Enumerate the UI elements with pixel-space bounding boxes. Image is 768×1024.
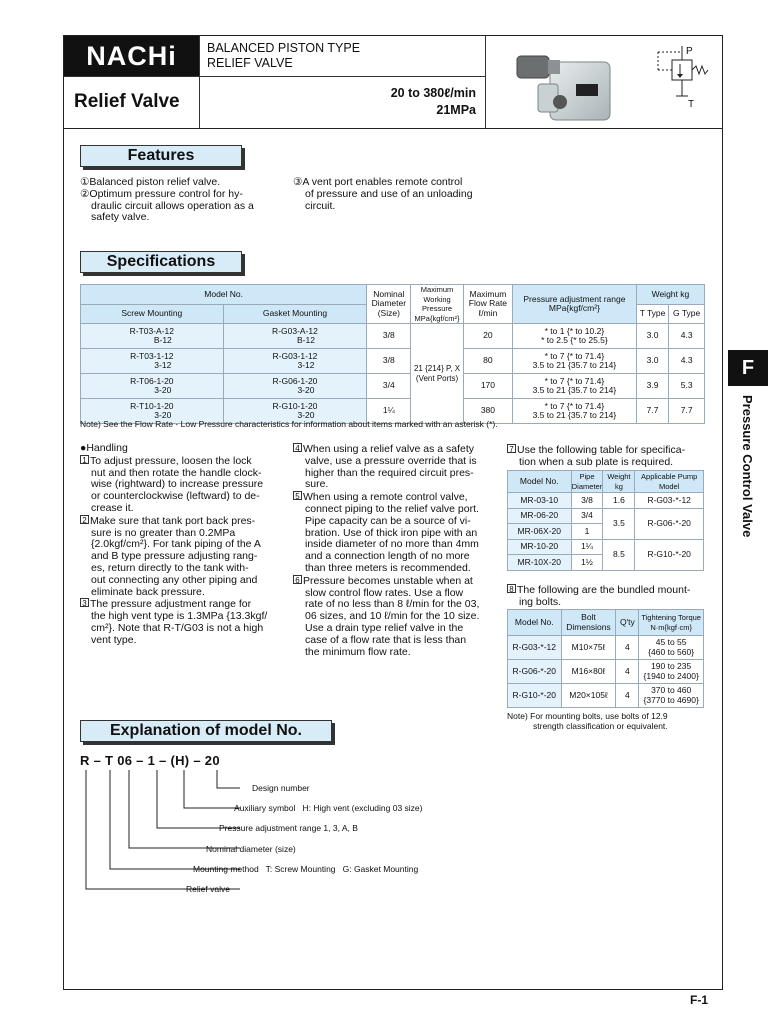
bolts-intro [507, 584, 705, 609]
cell-adj [513, 324, 637, 349]
handling-text: and a connection length of no more [305, 550, 470, 563]
torque-line2: {460 to 560} [648, 646, 695, 657]
torque-line1: 45 to 55 [655, 637, 687, 647]
subtitle-line2: RELIEF VALVE [207, 56, 293, 70]
handling-text: {2.0kgf/cm²}. For tank piping of the A [91, 538, 261, 551]
page-title: Relief Valve [74, 91, 180, 112]
table-row [508, 636, 704, 660]
gasket-model-2: 3-20 [297, 385, 315, 395]
handling-text: To adjust pressure, loosen the lock [90, 454, 252, 467]
handling-text: Pressure becomes unstable when at [303, 574, 473, 587]
handling-text: valve, use a pressure override that is [305, 454, 477, 467]
screw-model-2: 3-20 [154, 410, 172, 420]
handling-text: es, return directly to the tank with- [91, 561, 249, 574]
handling-line [293, 575, 491, 588]
torque-line1: 370 to 460 [651, 685, 692, 695]
table-row [81, 349, 705, 374]
handling-text: sure. [305, 478, 329, 491]
spec-header-maxwork: Maximum Working Pressure MPa{kgf/cm²} [411, 285, 463, 324]
subplate-header-weight: Weight kg [603, 471, 635, 493]
cell-size: 1¼ [367, 399, 411, 424]
spec-header-weight: Weight kg [636, 285, 704, 305]
cell-g-weight: 5.3 [669, 374, 705, 399]
cell-bolt: M16×80ℓ [561, 660, 616, 684]
model-label-pressure: Pressure adjustment range 1, 3, A, B [219, 823, 358, 833]
bolts-header-torque: Tightening Torque N·m{kgf·cm} [639, 610, 704, 636]
bolts-header-bolt: Bolt Dimensions [561, 610, 616, 636]
cell-pipe: 1¼ [571, 539, 603, 555]
cell-screw [81, 374, 224, 399]
model-heading: Explanation of model No. [80, 720, 332, 742]
handling-text: vent type. [91, 633, 137, 646]
table-row [81, 324, 705, 349]
handling-text: out connecting any other piping and [91, 573, 258, 586]
spec-header-gtype: G Type [669, 304, 705, 324]
cell-model: R-G06-*-20 [508, 660, 562, 684]
features-left [80, 177, 278, 224]
cell-gasket [223, 324, 367, 349]
handling-text: crease it. [91, 501, 134, 514]
cell-flow: 170 [463, 374, 512, 399]
specifications-table [80, 284, 705, 424]
table-row [508, 508, 704, 524]
handling-text: or counterclockwise (leftward) to de- [91, 490, 260, 503]
cell-qty: 4 [616, 684, 639, 708]
adj-line1: * to 1 {* to 10.2} [544, 325, 605, 336]
cell-pipe: 1 [571, 524, 603, 540]
bolts-note-line2: strength classification or equivalent. [533, 721, 668, 731]
cell-torque [639, 660, 704, 684]
spec-header-screw: Screw Mounting [81, 304, 224, 324]
cell-work-pressure: 21 {214} P, X (Vent Ports) [411, 324, 463, 424]
adj-line2: 3.5 to 21 {35.7 to 214} [532, 360, 617, 370]
subplate-header-pipe: Pipe Diameter [571, 472, 603, 491]
model-label-relief: Relief valve [186, 884, 230, 894]
cell-qty: 4 [616, 660, 639, 684]
cell-torque [639, 684, 704, 708]
gasket-model: R-G10-1-20 [272, 400, 318, 411]
subplate-table [507, 470, 704, 571]
cell-adj [513, 349, 637, 374]
table-row [508, 660, 704, 684]
handling-text: sure is no greater than 0.2MPa [91, 526, 236, 539]
handling-line [293, 443, 491, 456]
cell-model: MR-10X-20 [508, 555, 572, 571]
table-row [508, 684, 704, 708]
torque-line2: {3770 to 4690} [643, 694, 699, 705]
valve-photo [512, 44, 622, 124]
table-row [81, 374, 705, 399]
handling-column-1 [80, 443, 277, 647]
bolts-table [507, 609, 704, 708]
subtitle-line1: BALANCED PISTON TYPE [207, 41, 361, 55]
screw-model: R-T06-1-20 [130, 375, 174, 386]
item-number: 5 [293, 491, 302, 500]
cell-pipe: 3/8 [571, 493, 603, 509]
cell-pump: R-G03-*-12 [635, 493, 704, 509]
screw-model: R-T03-1-12 [130, 350, 174, 361]
model-callout-lines [80, 768, 240, 893]
cell-weight: 8.5 [603, 539, 635, 570]
feature-item-2b: draulic circuit allows operation as a [91, 199, 254, 212]
cell-t-weight: 3.9 [636, 374, 669, 399]
cell-weight: 1.6 [603, 493, 635, 509]
cell-model: MR-06-20 [508, 508, 572, 524]
spec-header-ttype: T Type [636, 304, 669, 324]
subplate-intro [507, 444, 705, 469]
header-hline [199, 76, 485, 77]
bolts-note-line1: Note) For mounting bolts, use bolts of 12.9 [507, 711, 668, 721]
handling-text: Make sure that tank port back pres- [90, 514, 256, 527]
bolts-header-qty: Q'ty [616, 610, 639, 636]
model-code: R – T 06 – 1 – (H) – 20 [80, 753, 220, 768]
cell-model: MR-06X-20 [508, 524, 572, 540]
cell-pipe: 1½ [571, 555, 603, 571]
cell-model: MR-03-10 [508, 493, 572, 509]
item-number: 6 [293, 575, 302, 584]
handling-text: tion when a sub plate is required. [519, 455, 674, 468]
feature-item-2c: safety valve. [91, 211, 150, 224]
cell-t-weight: 3.0 [636, 324, 669, 349]
subplate-header-pump: Applicable Pump Model [635, 471, 704, 493]
feature-item-3a: ③A vent port enables remote control [293, 176, 463, 188]
handling-line [507, 444, 705, 457]
cell-model: MR-10-20 [508, 539, 572, 555]
item-number: 8 [507, 584, 516, 593]
bolts-note [507, 711, 707, 731]
cell-model: R-G10-*-20 [508, 684, 562, 708]
spec-header-maxflow: Maximum Flow Rate ℓ/min [463, 285, 512, 324]
cell-size: 3/4 [367, 374, 411, 399]
adj-line1: * to 7 {* to 71.4} [544, 400, 605, 411]
torque-line2: {1940 to 2400} [643, 670, 699, 681]
gasket-model: R-G03-1-12 [272, 350, 318, 361]
handling-text: Pipe capacity can be a source of vi- [305, 514, 471, 527]
cell-screw [81, 324, 224, 349]
feature-item-1: ①Balanced piston relief valve. [80, 176, 221, 188]
handling-text: bration. Use of thick iron pipe with an [305, 526, 478, 539]
handling-text: cm²}. Note that R-T/G03 is not a high [91, 621, 264, 634]
cell-bolt: M10×75ℓ [561, 636, 616, 660]
features-heading: Features [80, 145, 242, 167]
feature-item-2a: ②Optimum pressure control for hy- [80, 187, 243, 200]
handling-column-2 [293, 443, 491, 658]
spec-note: Note) See the Flow Rate - Low Pressure characteristics for information about items marked with an asterisk (*). [80, 419, 498, 429]
page-number: F-1 [690, 993, 708, 1007]
handling-line [80, 515, 277, 528]
handling-text: than three meters is recommended. [305, 561, 471, 574]
model-label-mounting: Mounting method T: Screw Mounting G: Gasket Mounting [193, 864, 419, 874]
handling-text: higher than the required circuit pres- [305, 466, 474, 479]
screw-model: R-T03-A-12 [129, 325, 175, 336]
item-number: 7 [507, 444, 516, 453]
handling-line [507, 584, 705, 597]
table-row [508, 493, 704, 509]
cell-torque [639, 636, 704, 660]
cell-t-weight: 7.7 [636, 399, 669, 424]
gasket-model-2: B-12 [296, 335, 315, 345]
adj-line2: 3.5 to 21 {35.7 to 214} [532, 410, 617, 420]
cell-size: 3/8 [367, 349, 411, 374]
cell-qty: 4 [616, 636, 639, 660]
item-number: 3 [80, 598, 89, 607]
handling-title: ●Handling [80, 442, 128, 454]
gasket-model: R-G06-1-20 [272, 375, 318, 386]
handling-text: wise (rightward) to increase pressure [91, 478, 264, 491]
table-row [508, 539, 704, 555]
handling-text: nut and then rotate the handle clock- [91, 466, 262, 479]
screw-model-2: 3-20 [154, 385, 172, 395]
cell-gasket [223, 374, 367, 399]
cell-g-weight: 4.3 [669, 324, 705, 349]
gasket-model-2: 3-20 [297, 410, 315, 420]
handling-text: The following are the bundled mount- [517, 584, 691, 596]
cell-weight: 3.5 [603, 508, 635, 539]
cell-g-weight: 7.7 [669, 399, 705, 424]
model-label-design: Design number [252, 783, 310, 793]
subplate-header-model: Model No. [508, 471, 572, 493]
relief-valve-symbol [650, 44, 716, 114]
section-label: Pressure Control Valve [740, 395, 755, 538]
item-number: 4 [293, 443, 302, 452]
gasket-model: R-G03-A-12 [272, 325, 318, 336]
screw-model-2: 3-12 [154, 360, 172, 370]
gasket-model-2: 3-12 [297, 360, 315, 370]
flow-rate: 20 to 380ℓ/min [390, 86, 476, 100]
adj-line2: 3.5 to 21 {35.7 to 214} [532, 385, 617, 395]
torque-line1: 190 to 235 [651, 661, 692, 671]
handling-text: Use a drain type relief valve in the [305, 621, 464, 634]
spec-header-pressadj: Pressure adjustment range MPa{kgf/cm²} [513, 285, 637, 324]
adj-line1: * to 7 {* to 71.4} [544, 375, 605, 386]
symbol-p-label: P [686, 46, 693, 57]
features-right [293, 177, 493, 212]
cell-flow: 380 [463, 399, 512, 424]
handling-text: When using a remote control valve, [303, 491, 468, 504]
cell-pump: R-G10-*-20 [635, 539, 704, 570]
handling-text: connect piping to the relief valve port. [305, 502, 479, 515]
cell-pump: R-G06-*-20 [635, 508, 704, 539]
nachi-logo: NACHi [64, 36, 199, 76]
cell-pipe: 3/4 [571, 508, 603, 524]
header-vline-2 [485, 36, 486, 128]
cell-screw [81, 349, 224, 374]
cell-adj [513, 374, 637, 399]
handling-text: the high vent type is 1.3MPa {13.3kgf/ [91, 610, 268, 623]
screw-model: R-T10-1-20 [130, 400, 174, 411]
cell-adj [513, 399, 637, 424]
handling-text: ing bolts. [519, 595, 562, 608]
cell-flow: 20 [463, 324, 512, 349]
handling-text: eliminate back pressure. [91, 585, 205, 598]
handling-text: the minimum flow rate. [305, 645, 411, 658]
bolts-header-model: Model No. [508, 610, 562, 636]
handling-text: 06 sizes, and 10 ℓ/min for the 10 size. [305, 610, 480, 623]
cell-model: R-G03-*-12 [508, 636, 562, 660]
handling-text: The pressure adjustment range for [90, 598, 252, 611]
handling-text: When using a relief valve as a safety [303, 443, 475, 455]
handling-text: inside diameter of no more than 4mm [305, 538, 479, 551]
handling-text: and B type pressure adjusting rang- [91, 550, 258, 563]
screw-model-2: B-12 [153, 335, 172, 345]
adj-line2: * to 2.5 {* to 25.5} [541, 335, 608, 345]
spec-header-model: Model No. [81, 285, 367, 305]
cell-bolt: M20×105ℓ [561, 684, 616, 708]
header-vline-1 [199, 36, 200, 128]
logo-underline [64, 76, 200, 77]
symbol-t-label: T [688, 99, 695, 110]
handling-text: rate of no less than 8 ℓ/min for the 03, [305, 598, 480, 611]
handling-line [80, 455, 277, 468]
item-number: 2 [80, 515, 89, 524]
handling-text: case of a flow rate that is less than [305, 633, 467, 646]
section-tab[interactable]: F [728, 350, 768, 386]
adj-line1: * to 7 {* to 71.4} [544, 350, 605, 361]
handling-text: slow control flow rates. Use a flow [305, 586, 464, 599]
cell-gasket [223, 349, 367, 374]
header-divider [63, 128, 723, 129]
spec-header-gasket: Gasket Mounting [223, 304, 367, 324]
spec-header-nominal: Nominal Diameter (Size) [367, 285, 411, 324]
cell-t-weight: 3.0 [636, 349, 669, 374]
specifications-heading: Specifications [80, 251, 242, 273]
feature-item-3c: circuit. [305, 199, 336, 212]
model-label-aux: Auxiliary symbol H: High vent (excluding 03 size) [234, 803, 423, 813]
model-label-diameter: Nominal diameter (size) [206, 844, 296, 854]
cell-flow: 80 [463, 349, 512, 374]
feature-item-3b: of pressure and use of an unloading [305, 187, 473, 200]
cell-g-weight: 4.3 [669, 349, 705, 374]
item-number: 1 [80, 455, 89, 464]
handling-text: Use the following table for specifica- [517, 444, 686, 456]
cell-size: 3/8 [367, 324, 411, 349]
max-pressure: 21MPa [436, 103, 476, 117]
